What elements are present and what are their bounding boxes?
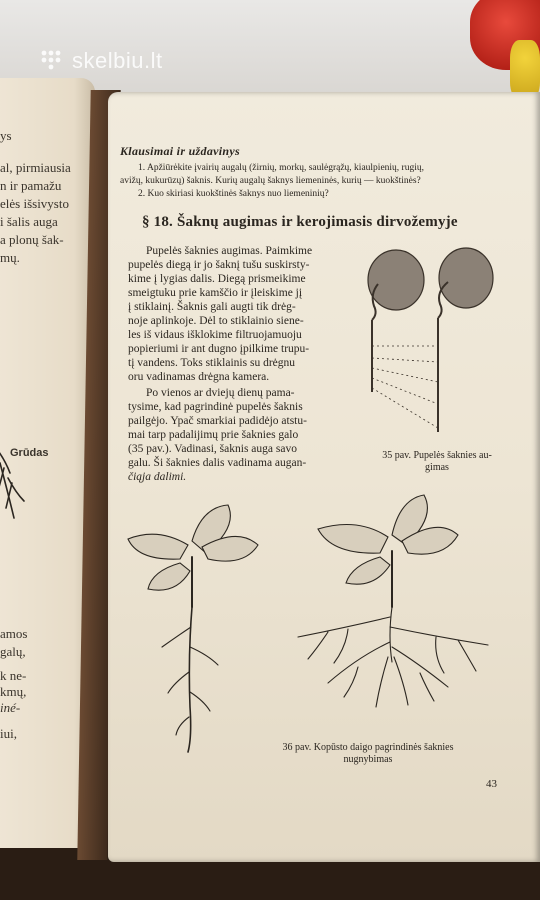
para2-line: tysime, kad pagrindinė pupelės šaknis xyxy=(128,401,303,413)
para1-line: kime į lygias dalis. Diegą prismeikime xyxy=(128,273,306,285)
grain-root-figure xyxy=(0,423,50,533)
para2-line: Po vienos ar dviejų dienų pama- xyxy=(146,387,295,399)
left-line: kmų, xyxy=(0,684,27,699)
watermark-logo-icon xyxy=(40,49,66,71)
grain-label: Grūdas xyxy=(10,447,49,459)
question-line: 2. Kuo skiriasi kuokštinės šaknys nuo liemeninių? xyxy=(138,189,329,199)
fig36-caption-line: 36 pav. Kopūsto daigo pagrindinės šaknies xyxy=(282,742,454,753)
left-line: iné- xyxy=(0,700,21,715)
figure-36-caption xyxy=(238,742,498,766)
left-line: amos xyxy=(0,626,28,641)
para2-line: (35 pav.). Vadinasi, šaknis auga savo xyxy=(128,443,297,455)
figure-35-caption xyxy=(362,450,512,474)
left-line: galų, xyxy=(0,644,26,659)
para1-line: popieriumi ir ant dugno įpilkime trupu- xyxy=(128,343,310,355)
section-title: § 18. Šaknų augimas ir kerojimasis dirvožemyje xyxy=(142,214,458,230)
left-line: iui, xyxy=(0,726,17,741)
watermark xyxy=(40,48,163,74)
page-number: 43 xyxy=(486,778,497,790)
para2-line: pailgėjo. Ypač smarkiai padidėjo atstu- xyxy=(128,415,307,427)
fig36-caption-line: nugnybimas xyxy=(343,754,393,765)
paragraph-2 xyxy=(128,386,368,484)
para1-line: Pupelės šaknies augimas. Paimkime xyxy=(146,245,313,257)
left-line: elės išsivysto xyxy=(0,196,69,211)
question-line: avižų, kukurūzų) šaknis. Kurių augalų šaknys liemeninės, kurių — kuokštinės? xyxy=(120,176,421,186)
para2-line: galu. Ši šaknies dalis vadinama augan- xyxy=(128,457,307,469)
yellow-toy xyxy=(510,40,540,100)
para1-line: smeigtuku prie kamščio ir įleiskime jį xyxy=(128,287,303,299)
para1-line: les iš vidaus išklokime filtruojamuoju xyxy=(128,329,302,341)
para1-line: tį vandens. Toks stiklainis su drėgnu xyxy=(128,357,296,369)
bean-root-figure xyxy=(356,242,506,442)
left-line: n ir pamažu xyxy=(0,178,62,193)
para2-line: mai tarp padalijimų prie šaknies galo xyxy=(128,429,299,441)
left-line: i šalis auga xyxy=(0,214,58,229)
left-line: k ne- xyxy=(0,668,27,683)
fig35-caption-line: 35 pav. Pupelės šaknies au- xyxy=(382,450,492,461)
para1-line: į stiklainį. Šaknis gali augti tik drėg- xyxy=(128,301,296,313)
left-line: mų. xyxy=(0,250,20,265)
para1-line: oru vadinamas drėgna kamera. xyxy=(128,371,270,383)
watermark-text: skelbiu.lt xyxy=(72,48,163,73)
left-line: al, pirmiausia xyxy=(0,160,71,175)
left-line: ys xyxy=(0,128,12,143)
question-line: 1. Apžiūrėkite įvairių augalų (žirnių, morkų, saulėgrąžų, kiaulpienių, rugių, xyxy=(138,163,424,173)
questions-heading: Klausimai ir uždavinys xyxy=(120,144,240,158)
para1-line: noje aplinkoje. Dėl to stiklainio siene- xyxy=(128,315,304,327)
fig35-caption-line: gimas xyxy=(425,462,449,473)
left-line: a plonų šak- xyxy=(0,232,64,247)
paragraph-1 xyxy=(128,244,368,384)
cabbage-seedlings-figure xyxy=(118,487,508,757)
para2-line: čiąja dalimi. xyxy=(128,471,187,483)
para1-line: pupelės diegą ir jo šaknį tušu suskirsty- xyxy=(128,259,310,271)
right-page xyxy=(108,92,540,862)
